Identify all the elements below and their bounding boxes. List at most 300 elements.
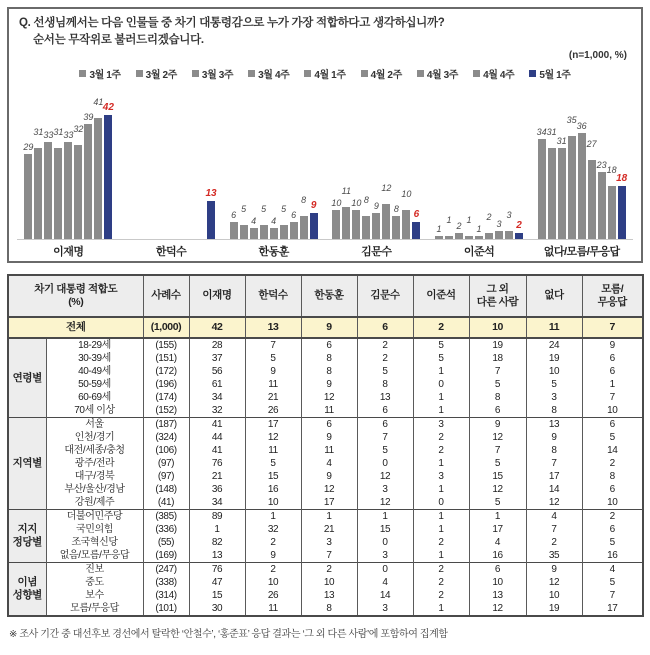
- legend-label: 5월 1주: [539, 69, 571, 81]
- table-cell: 3: [357, 549, 413, 563]
- bar: [290, 209, 298, 240]
- bar-value-label: 8: [393, 203, 399, 214]
- table-cell: 17: [582, 602, 643, 616]
- bar-value-label: 3: [496, 218, 502, 229]
- table-column-header: 없다: [526, 275, 582, 317]
- table-cell: 30: [189, 602, 245, 616]
- bar: [586, 138, 597, 240]
- table-cell: (314): [143, 589, 189, 602]
- bar: [270, 215, 278, 240]
- row-label-cell: 18-29세: [46, 338, 143, 352]
- table-cell: 76: [189, 563, 245, 577]
- bar-value-label: 18: [606, 165, 617, 176]
- table-cell: 8: [357, 378, 413, 391]
- bar: [465, 215, 473, 239]
- table-cell: 10: [582, 404, 643, 418]
- table-cell: 2: [582, 510, 643, 524]
- bar-value-label: 5: [241, 203, 247, 214]
- table-cell: 12: [526, 496, 582, 510]
- table-cell: 4: [582, 563, 643, 577]
- table-cell: 2: [357, 338, 413, 352]
- row-label-cell: 40-49세: [46, 365, 143, 378]
- row-label-cell: 인천/경기: [46, 431, 143, 444]
- table-cell: 9: [582, 338, 643, 352]
- table-cell: 9: [301, 378, 357, 391]
- table-cell: (174): [143, 391, 189, 404]
- table-cell: 82: [189, 536, 245, 549]
- bar-value-label: 31: [53, 126, 64, 137]
- table-cell: 2: [582, 457, 643, 470]
- bar: [53, 126, 64, 239]
- table-cell: 6: [582, 418, 643, 432]
- bar-value-label: 10: [401, 188, 412, 199]
- bar-value-label: 31: [546, 126, 557, 137]
- table-cell: 9: [301, 317, 357, 338]
- table-cell: (1,000): [143, 317, 189, 338]
- table-cell: 8: [526, 404, 582, 418]
- table-row: [8, 483, 643, 496]
- table-cell: 76: [189, 457, 245, 470]
- bar: [102, 102, 114, 239]
- table-cell: 9: [526, 431, 582, 444]
- legend-swatch-icon: [136, 70, 143, 77]
- row-label-cell: 보수: [46, 589, 143, 602]
- table-row-total: [8, 317, 643, 338]
- legend-label: 4월 3주: [426, 69, 459, 81]
- table-cell: (385): [143, 510, 189, 524]
- legend-swatch-icon: [361, 70, 368, 77]
- legend-item: [79, 66, 120, 81]
- table-cell: 6: [357, 418, 413, 432]
- table-cell: 11: [245, 378, 301, 391]
- table-cell: 7: [469, 365, 526, 378]
- table-cell: 9: [245, 365, 301, 378]
- bar: [73, 123, 84, 239]
- legend-label: 3월 4주: [258, 69, 290, 81]
- question-line2: 순서는 무작위로 불러드리겠습니다.: [33, 33, 204, 46]
- table-cell: 3: [357, 602, 413, 616]
- table-cell: 56: [189, 365, 245, 378]
- table-column-header: 사례수: [143, 275, 189, 317]
- table-cell: (101): [143, 602, 189, 616]
- table-cell: 24: [526, 338, 582, 352]
- bar: [445, 215, 453, 239]
- bar-value-label: 18: [616, 173, 628, 185]
- table-column-header: 김문수: [357, 275, 413, 317]
- table-cell: 6: [301, 418, 357, 432]
- table-row: [8, 391, 643, 404]
- table-cell: 5: [357, 365, 413, 378]
- bar-value-label: 1: [436, 224, 442, 235]
- bar: [536, 127, 547, 239]
- table-cell: 1: [469, 510, 526, 524]
- table-cell: 1: [413, 523, 469, 536]
- table-cell: 2: [301, 563, 357, 577]
- table-cell: 6: [582, 365, 643, 378]
- legend-label: 3월 3주: [201, 69, 234, 81]
- table-cell: 9: [301, 470, 357, 483]
- bar: [556, 135, 567, 239]
- table-cell: 10: [526, 589, 582, 602]
- bar: [33, 126, 44, 239]
- bar-value-label: 35: [566, 115, 577, 126]
- table-cell: (97): [143, 457, 189, 470]
- table-cell: 6: [301, 338, 357, 352]
- table-cell: 5: [469, 378, 526, 391]
- table-cell: (172): [143, 365, 189, 378]
- row-label-cell: 강원/제주: [46, 496, 143, 510]
- bar-value-label: 12: [381, 182, 392, 193]
- bar-value-label: 9: [310, 199, 317, 211]
- table-cell: (338): [143, 576, 189, 589]
- question-text: [9, 9, 641, 48]
- table-cell: 7: [582, 317, 643, 338]
- table-cell: 8: [301, 602, 357, 616]
- chart-category-label: 이준석: [463, 246, 495, 259]
- sample-size-note: (n=1,000, %): [568, 50, 627, 62]
- table-row: [8, 378, 643, 391]
- table-cell: 1: [301, 510, 357, 524]
- table-cell: 7: [526, 523, 582, 536]
- table-cell: 16: [582, 549, 643, 563]
- table-cell: 13: [189, 549, 245, 563]
- table-row: [8, 523, 643, 536]
- bar-group: [222, 194, 325, 240]
- bar-value-label: 13: [205, 188, 217, 199]
- legend-item: [529, 66, 570, 81]
- bar-chart: [17, 81, 633, 240]
- table-cell: 8: [301, 365, 357, 378]
- table-cell: 10: [526, 365, 582, 378]
- row-label-cell: 대구/경북: [46, 470, 143, 483]
- bar: [205, 188, 217, 239]
- row-label-cell: 조국혁신당: [46, 536, 143, 549]
- table-cell: 9: [526, 563, 582, 577]
- bar: [23, 141, 34, 240]
- bar-value-label: 9: [373, 200, 379, 211]
- table-cell: (247): [143, 563, 189, 577]
- table-cell: 15: [357, 523, 413, 536]
- table-cell: (155): [143, 338, 189, 352]
- table-cell: 3: [413, 470, 469, 483]
- bar-value-label: 11: [341, 185, 352, 196]
- table-cell: (55): [143, 536, 189, 549]
- table-cell: 2: [413, 576, 469, 589]
- table-cell: 32: [245, 523, 301, 536]
- bar-value-label: 8: [301, 194, 307, 205]
- bar-group: [325, 182, 428, 239]
- bar-value-label: 10: [331, 197, 342, 208]
- row-label-cell: 광주/전라: [46, 457, 143, 470]
- table-row: [8, 536, 643, 549]
- chart-category-label: 이재명: [53, 246, 84, 259]
- table-cell: 34: [189, 496, 245, 510]
- table-cell: 15: [245, 470, 301, 483]
- row-label-cell: 없음/모름/무응답: [46, 549, 143, 563]
- legend-item: [192, 66, 233, 81]
- bar-value-label: 39: [83, 112, 94, 123]
- table-cell: 1: [413, 483, 469, 496]
- poll-chart-panel: [7, 7, 643, 263]
- table-cell: (152): [143, 404, 189, 418]
- table-cell: 0: [357, 563, 413, 577]
- table-cell: 5: [245, 352, 301, 365]
- table-cell: 1: [413, 602, 469, 616]
- table-cell: 2: [245, 536, 301, 549]
- table-cell: 3: [526, 391, 582, 404]
- table-cell: 10: [469, 317, 526, 338]
- table-cell: 14: [357, 589, 413, 602]
- bar-group: [530, 115, 633, 239]
- bar-value-label: 23: [596, 159, 607, 170]
- bar-value-label: 2: [486, 212, 492, 223]
- table-row: [8, 352, 643, 365]
- table-cell: 28: [189, 338, 245, 352]
- bar: [495, 218, 503, 240]
- bar: [300, 194, 308, 240]
- bar: [606, 165, 617, 239]
- table-cell: 8: [469, 391, 526, 404]
- table-row: [8, 444, 643, 457]
- table-cell: 0: [413, 496, 469, 510]
- table-cell: 12: [357, 470, 413, 483]
- table-cell: 42: [189, 317, 245, 338]
- table-cell: 12: [469, 431, 526, 444]
- bar: [341, 185, 352, 239]
- bar-value-label: 31: [556, 135, 567, 146]
- table-cell: (336): [143, 523, 189, 536]
- table-column-header: 그 외 다른 사람: [469, 275, 526, 317]
- table-row: [8, 365, 643, 378]
- table-row: [8, 470, 643, 483]
- bar: [240, 203, 248, 240]
- table-column-header: 모름/ 무응답: [582, 275, 643, 317]
- chart-category-axis: [17, 243, 633, 259]
- bar-value-label: 2: [456, 221, 462, 232]
- row-label-cell: 모름/무응답: [46, 602, 143, 616]
- table-cell: 1: [245, 510, 301, 524]
- table-cell: 15: [189, 589, 245, 602]
- row-label-cell: 30-39세: [46, 352, 143, 365]
- table-row: [8, 496, 643, 510]
- table-cell: 5: [413, 352, 469, 365]
- row-label-cell: 더불어민주당: [46, 510, 143, 524]
- table-cell: 2: [413, 563, 469, 577]
- bar-value-label: 34: [536, 127, 547, 138]
- table-cell: (41): [143, 496, 189, 510]
- table-column-header: 한덕수: [245, 275, 301, 317]
- table-cell: 5: [582, 536, 643, 549]
- table-cell: 4: [301, 457, 357, 470]
- table-cell: 13: [245, 317, 301, 338]
- table-cell: 12: [469, 602, 526, 616]
- bar: [455, 221, 463, 239]
- table-cell: 5: [245, 457, 301, 470]
- row-label-cell: 국민의힘: [46, 523, 143, 536]
- row-label-cell: 서울: [46, 418, 143, 432]
- bar: [381, 182, 392, 239]
- table-cell: 2: [357, 352, 413, 365]
- table-cell: 13: [301, 589, 357, 602]
- bar: [260, 203, 268, 240]
- group-header-cell: 지역별: [8, 418, 46, 510]
- table-cell: (148): [143, 483, 189, 496]
- chart-category-label: 한덕수: [155, 246, 187, 259]
- table-cell: 16: [469, 549, 526, 563]
- table-cell: (106): [143, 444, 189, 457]
- table-cell: 1: [413, 404, 469, 418]
- table-cell: 2: [526, 536, 582, 549]
- table-cell: 1: [413, 549, 469, 563]
- table-cell: 10: [245, 576, 301, 589]
- table-cell: 2: [413, 431, 469, 444]
- group-header-cell: 이념 성향별: [8, 563, 46, 617]
- bar: [485, 212, 493, 239]
- table-cell: 35: [526, 549, 582, 563]
- table-cell: 7: [301, 549, 357, 563]
- bar: [250, 215, 258, 240]
- table-cell: 2: [413, 536, 469, 549]
- table-cell: 44: [189, 431, 245, 444]
- bar: [83, 112, 94, 239]
- bar-value-label: 6: [231, 209, 237, 220]
- chart-category-label: 한동훈: [258, 246, 289, 259]
- table-row: [8, 404, 643, 418]
- row-label-cell: 진보: [46, 563, 143, 577]
- row-label-cell: 중도: [46, 576, 143, 589]
- table-cell: 26: [245, 404, 301, 418]
- table-cell: (169): [143, 549, 189, 563]
- table-cell: 13: [469, 589, 526, 602]
- table-cell: 10: [301, 576, 357, 589]
- legend-swatch-icon: [192, 70, 199, 77]
- table-cell: 1: [413, 510, 469, 524]
- table-cell: 10: [469, 576, 526, 589]
- legend-swatch-icon: [417, 70, 424, 77]
- table-cell: 6: [582, 523, 643, 536]
- table-cell: 12: [301, 483, 357, 496]
- table-cell: 6: [582, 352, 643, 365]
- bar-value-label: 29: [23, 141, 34, 152]
- bar: [331, 197, 342, 240]
- table-cell: 26: [245, 589, 301, 602]
- table-cell: 7: [526, 457, 582, 470]
- table-cell: 11: [301, 444, 357, 457]
- legend-swatch-icon: [304, 70, 311, 77]
- table-cell: 0: [357, 536, 413, 549]
- bar-value-label: 3: [506, 209, 512, 220]
- table-cell: 7: [582, 589, 643, 602]
- table-cell: 9: [301, 431, 357, 444]
- bar-value-label: 1: [446, 215, 452, 226]
- table-cell: 8: [582, 470, 643, 483]
- legend-swatch-icon: [79, 70, 86, 77]
- table-row: [8, 431, 643, 444]
- table-cell: 5: [582, 576, 643, 589]
- legend-item: [248, 66, 289, 81]
- bar-value-label: 32: [73, 123, 84, 134]
- bar: [596, 159, 607, 240]
- table-cell: 21: [189, 470, 245, 483]
- bar: [546, 126, 557, 239]
- bar: [362, 194, 370, 240]
- total-label-cell: 전체: [8, 317, 143, 338]
- table-cell: 21: [301, 523, 357, 536]
- table-cell: 6: [357, 317, 413, 338]
- table-cell: 17: [301, 496, 357, 510]
- table-cell: 37: [189, 352, 245, 365]
- bar: [435, 224, 443, 239]
- group-header-cell: 연령별: [8, 338, 46, 418]
- table-cell: 12: [301, 391, 357, 404]
- table-cell: 13: [526, 418, 582, 432]
- table-cell: 47: [189, 576, 245, 589]
- table-row: [8, 589, 643, 602]
- legend-swatch-icon: [473, 70, 480, 77]
- legend-item: [136, 66, 177, 81]
- table-cell: 17: [245, 418, 301, 432]
- bar: [310, 199, 318, 240]
- table-cell: 11: [526, 317, 582, 338]
- row-label-cell: 70세 이상: [46, 404, 143, 418]
- table-cell: (324): [143, 431, 189, 444]
- bar-value-label: 36: [576, 121, 587, 132]
- table-cell: 1: [413, 365, 469, 378]
- table-cell: (97): [143, 470, 189, 483]
- table-cell: 17: [469, 523, 526, 536]
- table-cell: 17: [526, 470, 582, 483]
- table-cell: 34: [189, 391, 245, 404]
- bar-value-label: 5: [261, 203, 267, 214]
- row-label-cell: 60-69세: [46, 391, 143, 404]
- bar: [576, 121, 587, 239]
- bar: [515, 220, 523, 239]
- table-cell: 7: [582, 391, 643, 404]
- table-cell: 4: [469, 536, 526, 549]
- table-cell: 12: [526, 576, 582, 589]
- table-cell: 4: [526, 510, 582, 524]
- table-header: [8, 275, 643, 317]
- table-row: [8, 510, 643, 524]
- bar-value-label: 2: [516, 220, 522, 232]
- bar-group: [428, 209, 531, 240]
- table-cell: 12: [357, 496, 413, 510]
- table-cell: 18: [469, 352, 526, 365]
- table-cell: 1: [189, 523, 245, 536]
- bar-value-label: 4: [251, 215, 257, 226]
- table-row: [8, 602, 643, 616]
- bar: [230, 209, 238, 240]
- table-cell: 6: [469, 404, 526, 418]
- table-cell: 5: [357, 444, 413, 457]
- table-cell: 32: [189, 404, 245, 418]
- table-cell: 5: [413, 338, 469, 352]
- table-cell: 11: [245, 444, 301, 457]
- table-cell: 12: [245, 431, 301, 444]
- table-cell: 0: [413, 378, 469, 391]
- bar: [505, 209, 513, 240]
- table-cell: 61: [189, 378, 245, 391]
- legend-item: [361, 66, 402, 81]
- bar: [372, 200, 380, 240]
- crosstab-table: [7, 274, 644, 617]
- legend-swatch-icon: [529, 70, 536, 77]
- table-cell: 2: [245, 563, 301, 577]
- row-label-cell: 50-59세: [46, 378, 143, 391]
- row-label-cell: 대전/세종/충청: [46, 444, 143, 457]
- bar-group: [120, 188, 223, 239]
- legend-label: 3월 1주: [89, 69, 121, 81]
